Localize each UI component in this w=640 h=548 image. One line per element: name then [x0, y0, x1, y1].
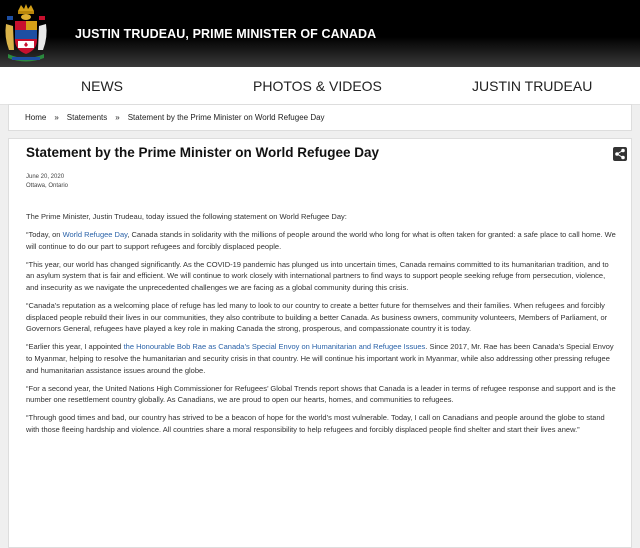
share-icon [613, 147, 627, 161]
article-date: June 20, 2020 [26, 174, 65, 180]
breadcrumb-current: Statement by the Prime Minister on World Refugee Day [127, 113, 325, 122]
paragraph: “For a second year, the United Nations High Commissioner for Refugees’ Global Trends report shows that Canada is a leader in terms of refugee response and support and is the number one resettlement country globally. As Canadians, we are proud to open our hearts, homes, and communities to refugees. [26, 383, 616, 405]
paragraph: “Today, on World Refugee Day, Canada stands in solidarity with the millions of people around the world who long for what is often taken for granted: a safe place to call home. We will continue to do our part to support refugees and forcibly displaced people. [26, 230, 616, 251]
article-location: Ottawa, Ontario [26, 183, 69, 189]
paragraph: “Through good times and bad, our country has strived to be a beacon of hope for the world’s most vulnerable. Today, I call on Canadians and people around the globe to stand with those fleeing hardship and violence. All countries share a moral responsibility to help refugees and forcibly displaced people find shelter and start their lives anew.” [26, 413, 605, 434]
nav-photos-videos[interactable]: PHOTOS & VIDEOS [253, 77, 382, 94]
paragraph: “Canada’s reputation as a welcoming place of refuge has led many to look to our country to create a better future for themselves and their families. When refugees and forcibly displaced people rebuild their lives in our communities, they also contribute to building a better Canada. As business owners, community volunteers, Members of Parliament, or Governors General, refugees have played a key role in making Canada the strong, prosperous, and compassionate country it is today. [26, 301, 608, 334]
site-title[interactable]: JUSTIN TRUDEAU, PRIME MINISTER OF CANADA [75, 27, 377, 41]
nav-news[interactable]: NEWS [81, 77, 123, 94]
paragraph: “This year, our world has changed significantly. As the COVID-19 pandemic has plunged us into uncertain times, Canada remains committed to its humanitarian tradition, and to an asylum system that is fair and efficient. We will continue to work closely with international partners to find ways to support people seeking refuge from persecution, violence, and insecurity as we navigate the unprecedented challenges we are facing as a global community during this crisis. [26, 259, 609, 292]
breadcrumb-separator: » [115, 113, 120, 122]
breadcrumb-home[interactable]: Home [25, 113, 47, 122]
breadcrumb-separator: » [54, 113, 59, 122]
coat-of-arms-icon[interactable] [4, 2, 48, 65]
main-nav [0, 67, 640, 105]
bob-rae-envoy-link[interactable]: the Honourable Bob Rae as Canada’s Special Envoy on Humanitarian and Refugee Issues [123, 342, 426, 352]
page-title: Statement by the Prime Minister on World Refugee Day [26, 145, 380, 160]
paragraph: “Earlier this year, I appointed the Honourable Bob Rae as Canada’s Special Envoy on Humanitarian and Refugee Issues. Since 2017, Mr. Rae has been Canada’s Special Envoy to Myanmar, helping to resolve the humanitarian and security crisis in that country. He will continue his important work in Myanmar, while also addressing other pressing refugee and humanitarian assistance issues around the globe. [26, 342, 614, 375]
breadcrumb [8, 104, 632, 131]
paragraph: The Prime Minister, Justin Trudeau, today issued the following statement on World Refugee Day: [26, 212, 347, 221]
article-meta [26, 173, 68, 191]
world-refugee-day-link[interactable]: World Refugee Day [62, 230, 128, 240]
article-card [8, 138, 632, 548]
article-body [26, 211, 616, 442]
nav-justin-trudeau[interactable]: JUSTIN TRUDEAU [472, 77, 593, 94]
share-button[interactable] [613, 147, 627, 161]
breadcrumb-statements[interactable]: Statements [66, 113, 108, 122]
site-banner [0, 0, 640, 67]
